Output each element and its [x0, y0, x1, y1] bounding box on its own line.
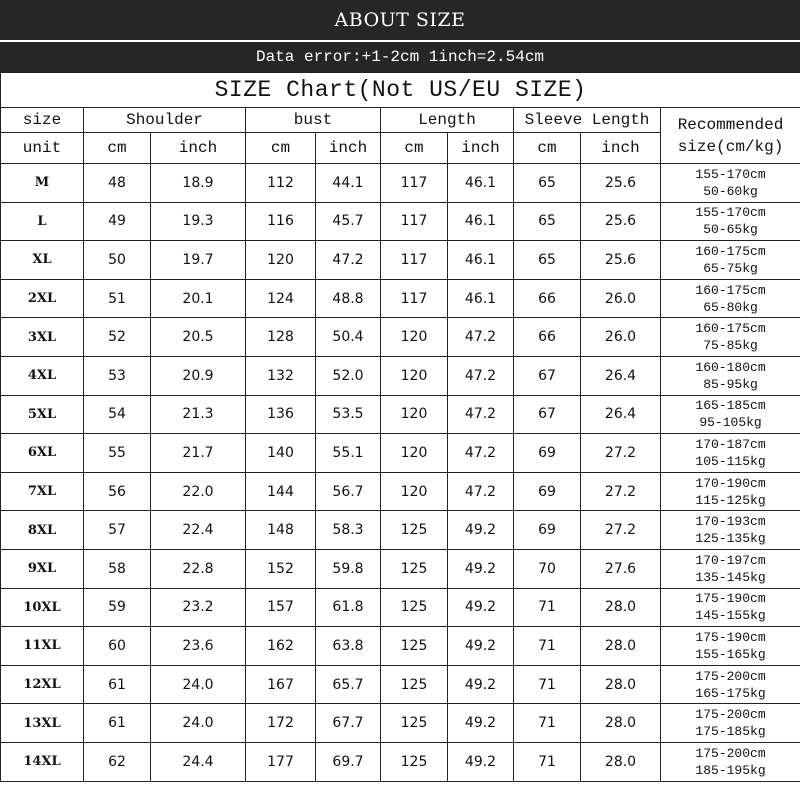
recommended-height: 175-200cm — [695, 668, 766, 684]
recommended-size-cell — [661, 627, 800, 666]
shoulder-cm-cell: 49 — [84, 202, 151, 241]
shoulder-cm-cell: 57 — [84, 511, 151, 550]
recommended-height: 170-193cm — [695, 514, 766, 530]
banner-subtitle: Data error:+1-2cm 1inch=2.54cm — [255, 48, 545, 66]
recommended-size-cell — [661, 742, 800, 781]
bust-inch-cell: 48.8 — [316, 279, 381, 318]
shoulder-inch-cell: 22.4 — [151, 511, 246, 550]
size-cell: 10XL — [1, 588, 84, 627]
sleeve-cm-cell: 69 — [514, 511, 581, 550]
recommended-size-cell — [661, 549, 800, 588]
table-row — [1, 511, 800, 550]
bust-cm-cell: 136 — [246, 395, 316, 434]
length-cm-cell: 117 — [381, 279, 448, 318]
bust-inch-cell: 63.8 — [316, 627, 381, 666]
table-row — [1, 704, 800, 743]
header-sleeve-inch: inch — [581, 133, 661, 164]
sleeve-inch-cell: 28.0 — [581, 627, 661, 666]
size-cell: 4XL — [1, 356, 84, 395]
recommended-weight: 125-135kg — [695, 531, 766, 547]
sleeve-inch-cell: 26.0 — [581, 318, 661, 357]
size-cell: 6XL — [1, 434, 84, 473]
table-row — [1, 742, 800, 781]
sleeve-inch-cell: 25.6 — [581, 202, 661, 241]
length-cm-cell: 120 — [381, 318, 448, 357]
bust-cm-cell: 157 — [246, 588, 316, 627]
recommended-weight: 175-185kg — [695, 724, 766, 740]
recommended-weight: 85-95kg — [703, 376, 758, 392]
sleeve-inch-cell: 26.4 — [581, 356, 661, 395]
length-inch-cell: 46.1 — [448, 202, 514, 241]
length-inch-cell: 49.2 — [448, 549, 514, 588]
length-cm-cell: 120 — [381, 472, 448, 511]
sleeve-cm-cell: 71 — [514, 627, 581, 666]
size-cell: 7XL — [1, 472, 84, 511]
header-bust: bust — [246, 108, 381, 133]
sleeve-inch-cell: 27.2 — [581, 511, 661, 550]
sleeve-inch-cell: 27.2 — [581, 434, 661, 473]
bust-cm-cell: 116 — [246, 202, 316, 241]
size-rows — [1, 164, 800, 782]
recommended-weight: 75-85kg — [703, 338, 758, 354]
recommended-height: 160-175cm — [695, 282, 766, 298]
sleeve-inch-cell: 25.6 — [581, 241, 661, 280]
length-inch-cell: 47.2 — [448, 318, 514, 357]
shoulder-cm-cell: 62 — [84, 742, 151, 781]
recommended-size-cell — [661, 665, 800, 704]
recommended-height: 170-190cm — [695, 475, 766, 491]
bust-cm-cell: 144 — [246, 472, 316, 511]
size-chart-table — [0, 72, 800, 782]
header-row-measurements — [1, 108, 800, 133]
sleeve-cm-cell: 70 — [514, 549, 581, 588]
length-cm-cell: 117 — [381, 202, 448, 241]
length-inch-cell: 47.2 — [448, 434, 514, 473]
length-cm-cell: 120 — [381, 395, 448, 434]
shoulder-inch-cell: 23.2 — [151, 588, 246, 627]
length-inch-cell: 47.2 — [448, 472, 514, 511]
shoulder-cm-cell: 53 — [84, 356, 151, 395]
length-inch-cell: 46.1 — [448, 279, 514, 318]
recommended-weight: 50-60kg — [703, 183, 758, 199]
table-row — [1, 549, 800, 588]
shoulder-inch-cell: 19.3 — [151, 202, 246, 241]
table-row — [1, 318, 800, 357]
bust-inch-cell: 56.7 — [316, 472, 381, 511]
size-cell: M — [1, 164, 84, 203]
recommended-size-cell — [661, 472, 800, 511]
table-row — [1, 241, 800, 280]
header-shoulder-cm: cm — [84, 133, 151, 164]
size-cell: 3XL — [1, 318, 84, 357]
recommended-size-cell — [661, 704, 800, 743]
bust-inch-cell: 59.8 — [316, 549, 381, 588]
size-cell: XL — [1, 241, 84, 280]
bust-cm-cell: 132 — [246, 356, 316, 395]
bust-inch-cell: 67.7 — [316, 704, 381, 743]
sleeve-inch-cell: 28.0 — [581, 588, 661, 627]
shoulder-inch-cell: 22.8 — [151, 549, 246, 588]
recommended-weight: 135-145kg — [695, 569, 766, 585]
length-cm-cell: 125 — [381, 742, 448, 781]
length-inch-cell: 49.2 — [448, 627, 514, 666]
table-row — [1, 202, 800, 241]
sleeve-cm-cell: 69 — [514, 472, 581, 511]
table-row — [1, 588, 800, 627]
bust-inch-cell: 52.0 — [316, 356, 381, 395]
length-inch-cell: 47.2 — [448, 356, 514, 395]
header-unit: unit — [1, 133, 84, 164]
recommended-size-cell — [661, 279, 800, 318]
sleeve-inch-cell: 26.0 — [581, 279, 661, 318]
length-inch-cell: 49.2 — [448, 665, 514, 704]
sleeve-cm-cell: 71 — [514, 742, 581, 781]
recommended-size-cell — [661, 356, 800, 395]
size-cell: 14XL — [1, 742, 84, 781]
shoulder-inch-cell: 18.9 — [151, 164, 246, 203]
sleeve-cm-cell: 65 — [514, 202, 581, 241]
recommended-height: 165-185cm — [695, 398, 766, 414]
shoulder-inch-cell: 24.0 — [151, 704, 246, 743]
shoulder-inch-cell: 24.0 — [151, 665, 246, 704]
recommended-height: 160-180cm — [695, 359, 766, 375]
recommended-height: 175-200cm — [695, 745, 766, 761]
recommended-height: 175-190cm — [695, 629, 766, 645]
table-row — [1, 434, 800, 473]
length-cm-cell: 117 — [381, 241, 448, 280]
sleeve-cm-cell: 66 — [514, 318, 581, 357]
shoulder-cm-cell: 56 — [84, 472, 151, 511]
recommended-height: 175-190cm — [695, 591, 766, 607]
sleeve-cm-cell: 65 — [514, 164, 581, 203]
bust-cm-cell: 124 — [246, 279, 316, 318]
sleeve-cm-cell: 67 — [514, 395, 581, 434]
sleeve-cm-cell: 66 — [514, 279, 581, 318]
header-bust-cm: cm — [246, 133, 316, 164]
sleeve-cm-cell: 65 — [514, 241, 581, 280]
recommended-height: 170-187cm — [695, 436, 766, 452]
bust-inch-cell: 55.1 — [316, 434, 381, 473]
recommended-height: 170-197cm — [695, 552, 766, 568]
shoulder-inch-cell: 24.4 — [151, 742, 246, 781]
bust-cm-cell: 140 — [246, 434, 316, 473]
length-inch-cell: 49.2 — [448, 588, 514, 627]
size-cell: 13XL — [1, 704, 84, 743]
recommended-weight: 95-105kg — [699, 415, 762, 431]
bust-cm-cell: 162 — [246, 627, 316, 666]
bust-inch-cell: 53.5 — [316, 395, 381, 434]
size-cell: 5XL — [1, 395, 84, 434]
bust-cm-cell: 152 — [246, 549, 316, 588]
size-cell: 9XL — [1, 549, 84, 588]
sleeve-inch-cell: 28.0 — [581, 742, 661, 781]
header-length: Length — [381, 108, 514, 133]
sleeve-inch-cell: 28.0 — [581, 665, 661, 704]
table-row — [1, 395, 800, 434]
header-bust-inch: inch — [316, 133, 381, 164]
recommended-height: 175-200cm — [695, 707, 766, 723]
shoulder-cm-cell: 54 — [84, 395, 151, 434]
shoulder-cm-cell: 52 — [84, 318, 151, 357]
shoulder-cm-cell: 51 — [84, 279, 151, 318]
recommended-size-cell — [661, 164, 800, 203]
shoulder-cm-cell: 60 — [84, 627, 151, 666]
table-row — [1, 665, 800, 704]
recommended-weight: 105-115kg — [695, 453, 766, 469]
header-shoulder: Shoulder — [84, 108, 246, 133]
shoulder-cm-cell: 55 — [84, 434, 151, 473]
size-chart-title: SIZE Chart(Not US/EU SIZE) — [1, 73, 800, 108]
header-size: size — [1, 108, 84, 133]
shoulder-cm-cell: 61 — [84, 665, 151, 704]
recommended-height: 155-170cm — [695, 205, 766, 221]
bust-cm-cell: 120 — [246, 241, 316, 280]
table-row — [1, 627, 800, 666]
length-inch-cell: 49.2 — [448, 704, 514, 743]
table-row — [1, 472, 800, 511]
shoulder-inch-cell: 21.7 — [151, 434, 246, 473]
recommended-height: 160-175cm — [695, 243, 766, 259]
bust-cm-cell: 112 — [246, 164, 316, 203]
size-cell: 12XL — [1, 665, 84, 704]
shoulder-cm-cell: 61 — [84, 704, 151, 743]
length-cm-cell: 125 — [381, 511, 448, 550]
recommended-weight: 155-165kg — [695, 646, 766, 662]
recommended-size-cell — [661, 202, 800, 241]
length-inch-cell: 46.1 — [448, 164, 514, 203]
bust-inch-cell: 65.7 — [316, 665, 381, 704]
recommended-weight: 65-75kg — [703, 260, 758, 276]
recommended-weight: 115-125kg — [695, 492, 766, 508]
bust-inch-cell: 58.3 — [316, 511, 381, 550]
length-inch-cell: 46.1 — [448, 241, 514, 280]
about-size-banner — [0, 0, 800, 42]
length-cm-cell: 125 — [381, 588, 448, 627]
sleeve-inch-cell: 28.0 — [581, 704, 661, 743]
size-cell: 2XL — [1, 279, 84, 318]
shoulder-inch-cell: 22.0 — [151, 472, 246, 511]
recommended-size-cell — [661, 318, 800, 357]
length-cm-cell: 125 — [381, 665, 448, 704]
size-cell: 11XL — [1, 627, 84, 666]
length-cm-cell: 120 — [381, 434, 448, 473]
sleeve-inch-cell: 27.2 — [581, 472, 661, 511]
shoulder-inch-cell: 20.9 — [151, 356, 246, 395]
sleeve-cm-cell: 71 — [514, 665, 581, 704]
header-length-cm: cm — [381, 133, 448, 164]
sleeve-inch-cell: 26.4 — [581, 395, 661, 434]
shoulder-inch-cell: 20.1 — [151, 279, 246, 318]
recommended-weight: 165-175kg — [695, 685, 766, 701]
length-cm-cell: 117 — [381, 164, 448, 203]
sleeve-inch-cell: 27.6 — [581, 549, 661, 588]
table-row — [1, 279, 800, 318]
header-sleeve-length: Sleeve Length — [514, 108, 661, 133]
shoulder-cm-cell: 58 — [84, 549, 151, 588]
shoulder-inch-cell: 23.6 — [151, 627, 246, 666]
recommended-weight: 65-80kg — [703, 299, 758, 315]
recommended-height: 155-170cm — [695, 166, 766, 182]
bust-cm-cell: 177 — [246, 742, 316, 781]
shoulder-cm-cell: 48 — [84, 164, 151, 203]
table-row — [1, 356, 800, 395]
length-inch-cell: 49.2 — [448, 742, 514, 781]
bust-inch-cell: 47.2 — [316, 241, 381, 280]
recommended-size-cell — [661, 511, 800, 550]
bust-inch-cell: 44.1 — [316, 164, 381, 203]
recommended-weight: 185-195kg — [695, 762, 766, 778]
size-cell: 8XL — [1, 511, 84, 550]
recommended-size-cell — [661, 395, 800, 434]
recommended-height: 160-175cm — [695, 321, 766, 337]
shoulder-inch-cell: 21.3 — [151, 395, 246, 434]
length-cm-cell: 125 — [381, 704, 448, 743]
recommended-weight: 50-65kg — [703, 222, 758, 238]
sleeve-cm-cell: 67 — [514, 356, 581, 395]
recommended-size-cell — [661, 434, 800, 473]
bust-inch-cell: 45.7 — [316, 202, 381, 241]
header-shoulder-inch: inch — [151, 133, 246, 164]
recommended-weight: 145-155kg — [695, 608, 766, 624]
bust-cm-cell: 148 — [246, 511, 316, 550]
header-recommended-size: Recommended size(cm/kg) — [661, 108, 800, 164]
data-error-banner — [0, 42, 800, 72]
bust-inch-cell: 61.8 — [316, 588, 381, 627]
shoulder-cm-cell: 50 — [84, 241, 151, 280]
shoulder-inch-cell: 19.7 — [151, 241, 246, 280]
length-inch-cell: 47.2 — [448, 395, 514, 434]
recommended-size-cell — [661, 588, 800, 627]
header-length-inch: inch — [448, 133, 514, 164]
sleeve-inch-cell: 25.6 — [581, 164, 661, 203]
header-sleeve-cm: cm — [514, 133, 581, 164]
sleeve-cm-cell: 71 — [514, 704, 581, 743]
bust-cm-cell: 128 — [246, 318, 316, 357]
shoulder-inch-cell: 20.5 — [151, 318, 246, 357]
bust-inch-cell: 50.4 — [316, 318, 381, 357]
length-cm-cell: 120 — [381, 356, 448, 395]
bust-cm-cell: 172 — [246, 704, 316, 743]
recommended-size-cell — [661, 241, 800, 280]
bust-cm-cell: 167 — [246, 665, 316, 704]
length-cm-cell: 125 — [381, 549, 448, 588]
length-inch-cell: 49.2 — [448, 511, 514, 550]
table-row — [1, 164, 800, 203]
length-cm-cell: 125 — [381, 627, 448, 666]
bust-inch-cell: 69.7 — [316, 742, 381, 781]
size-cell: L — [1, 202, 84, 241]
shoulder-cm-cell: 59 — [84, 588, 151, 627]
sleeve-cm-cell: 69 — [514, 434, 581, 473]
banner-title: ABOUT SIZE — [334, 9, 466, 31]
sleeve-cm-cell: 71 — [514, 588, 581, 627]
